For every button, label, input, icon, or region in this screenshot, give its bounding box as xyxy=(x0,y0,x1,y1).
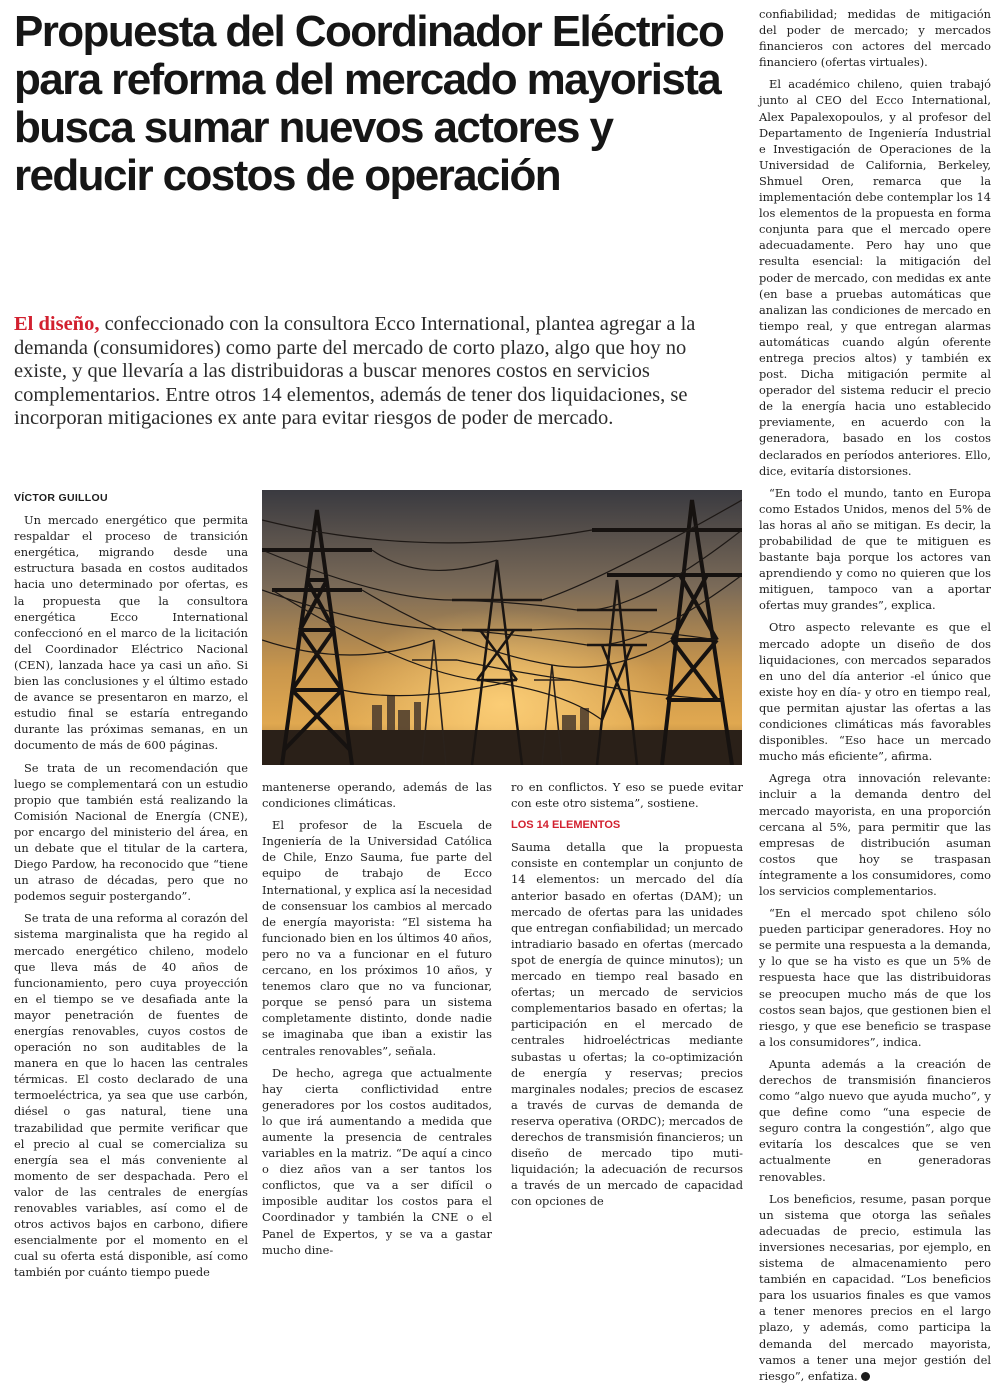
body-paragraph: “En todo el mundo, tanto en Europa como Estados Unidos, menos del 5% de las horas al año se mitigan. Es decir, la probabilidad de que te mitiguen es bastante baja porque los actores van aprendiendo y como no quieren que los mitiguen, tampoco van a aportar ofertas muy grandes”, explica. xyxy=(759,485,991,613)
body-paragraph: “En el mercado spot chileno sólo pueden participar generadores. Hoy no se permite una respuesta a la demanda, y lo que se ha visto es que un 5% de respuesta hace que las distribuidoras se preocupen mucho más de que los costos sean bajos, que gestionen bien el riesgo, y que ese beneficio se traspase a los consumidores”, indica. xyxy=(759,906,991,1049)
lead-text: confeccionado con la consultora Ecco International, plantea agregar a la demanda (consumidores) como parte del mercado de corto plazo, algo que hoy no existe, y que llevaría a las distribuidoras a buscar menores costos en servicios complementarios. Entre otros 14 elementos, además de tener dos liquidaciones, se incorporan mitigaciones ex ante para evitar riesgos de poder de mercado. xyxy=(14,313,696,429)
body-paragraph: El académico chileno, quien trabajó junto al CEO del Ecco International, Alex Papalexopoulos, y al profesor del Departamento de Ingeniería Industrial e Investigación de Operaciones de la Universidad de California, Berkeley, Shmuel Oren, remarca que la implementación debe contemplar los 14 los elementos de la propuesta en forma conjunta para que el mercado opere adecuadamente. Pero hay uno que resulta esencial: la mitigación del poder de mercado, con medidas ex ante (en base a pruebas automáticas que analizan las condiciones de mercado en tiempo real, y que entregan alarmas automáticas cuando algún oferente entrega precios altos) y también ex post. Dicha mitigación permite al operador del sistema reducir el precio de la energía hacia uno establecido previamente, en acuerdo con la generadora, basado en los costos declarados en períodos anteriores. Ello, dice, evitaría distorsiones. xyxy=(759,77,991,478)
body-paragraph: De hecho, agrega que actualmente hay cierta conflictividad entre generadores por los costos auditados, lo que irá aumentando a medida que aumente la presencia de centrales variables en la matriz. “De aquí a cinco o diez años van a ser tantos los conflictos, que va a ser difícil o imposible auditar los costos para el Coordinador y también la CNE o el Panel de Expertos, y se va a gastar mucho dine- xyxy=(262,1065,492,1257)
column-4 xyxy=(759,6,991,1390)
body-paragraph: ro en conflictos. Y eso se puede evitar con este otro sistema”, sostiene. xyxy=(511,780,743,811)
body-paragraph: El profesor de la Escuela de Ingeniería de la Universidad Católica de Chile, Enzo Sauma, fue parte del equipo de trabajo de Ecco International, y explica así la necesidad de consensuar los cambios al mercado de energía mayorista: “El sistema ha funcionado bien en los últimos 40 años, pero no va a funcionar en el futuro cercano, en los próximos 10 años, y tenemos claro que no va funcionar, porque se pensó para un sistema completamente distinto, donde nadie se imaginaba que iban a existir las centrales renovables”, señala. xyxy=(262,818,492,1058)
body-paragraph xyxy=(759,1191,991,1384)
body-paragraph: mantenerse operando, además de las condiciones climáticas. xyxy=(262,780,492,811)
column-2 xyxy=(262,779,492,1264)
body-paragraph: Sauma detalla que la propuesta consiste en contemplar un conjunto de 14 elementos: un mercado del día anterior basado en ofertas (DAM); un mercado de ofertas para las unidades que entregan confiabilidad; un mercado intradiario basado en ofertas (mercado spot de energía de quince minutos); un mercado en tiempo real basado en ofertas; un mercado de servicios complementarios basado en ofertas; la participación en el mercado de centrales hidroeléctricas mediante subastas u ofertas; la co-optimización de energía y reservas; precios marginales nodales; precios de escasez a través de curvas de demanda de reserva operativa (ORDC); mercados de derechos de transmisión financieros; un diseño de mercado tipo muti-liquidación; la adecuación de recursos a través de un mercado de capacidad con opciones de xyxy=(511,840,743,1209)
body-paragraph: Otro aspecto relevante es que el mercado adopte un diseño de dos liquidaciones, con mercados separados en uno del día anterior -el único que existe hoy en día- y otro en tiempo real, que permitan ajustar las ofertas a las condiciones climáticas más favorables disponibles. “Eso hace un mercado mucho más eficiente”, afirma. xyxy=(759,620,991,764)
body-paragraph: confiabilidad; medidas de mitigación del poder de mercado; y mercados financieros con actores del mercado financiero (ofertas virtuales). xyxy=(759,7,991,70)
lead-paragraph xyxy=(14,313,744,431)
headline: Propuesta del Coordinador Eléctrico para reforma del mercado mayorista busca sumar nuevos actores y reducir costos de operación xyxy=(14,7,724,200)
end-mark-icon xyxy=(861,1372,870,1381)
column-1 xyxy=(14,490,248,1287)
closing-text: Los beneficios, resume, pasan porque un sistema que otorga las señales adecuadas de precio, estimula las inversiones necesarias, por ejemplo, en sistema de almacenamiento pero también en capacidad. “Los beneficios para los usuarios finales es que vamos a tener menores precios en el largo plazo, y además, como participa la demanda del mercado mayorista, vamos a tener una mejor gestión del riesgo”, enfatiza. xyxy=(759,1191,991,1383)
body-paragraph: Se trata de una reforma al corazón del sistema marginalista que ha regido al mercado energético chileno, modelo que lleva más de 40 años de funcionamiento, pero cuya proyección en el tiempo se ve desafiada ante la mayor penetración de fuentes de energías renovables, cuyos costos de operación no son auditables de la manera en que lo hacen las centrales térmicas. El costo declarado de una termoeléctrica, ya sea que use carbón, diésel o gas natural, tiene una trazabilidad que permite verificar que el precio al cual se comercializa su energía sea el más conveniente al momento de ser despachada. Pero el valor de las centrales de energías renovables variables, así como el de otros activos bajos en carbono, difiere esencialmente por el momento en el cual su oferta está disponible, así como también por cuánto tiempo puede xyxy=(14,911,248,1280)
body-paragraph: Un mercado energético que permita respaldar el proceso de transición energética, migrando desde una estructura basada en costos auditados hacia uno determinado por ofertas, es la propuesta que la consultora energética Ecco International confeccionó en el marco de la licitación del Coordinador Eléctrico Nacional (CEN), lanzada hace ya casi un año. Si bien las conclusiones y el último estado de avance se presentaron en marzo, el estudio final se estaría entregando durante las próximas semanas, en un documento de más de 600 páginas. xyxy=(14,513,248,753)
body-paragraph: Apunta además a la creación de derechos de transmisión financieros como “algo nuevo que ayuda mucho”, y que define como “una especie de seguro contra la congestión”, algo que evitaría los descalces que se ven actualmente en generadoras renovables. xyxy=(759,1056,991,1184)
byline: VÍCTOR GUILLOU xyxy=(14,492,108,504)
lead-kicker: El diseño, xyxy=(14,313,100,335)
section-subhead: LOS 14 ELEMENTOS xyxy=(511,819,621,832)
power-lines-photo xyxy=(262,490,742,765)
body-paragraph: Agrega otra innovación relevante: incluir a la demanda dentro del mercado mayorista, en una proporción cercana al 5%, para permitir que las empresas de distribución asuman costos que hoy se traspasan íntegramente a los consumidores, como los servicios complementarios. xyxy=(759,771,991,898)
body-paragraph: Se trata de un recomendación que luego se complementará con un estudio propio que también está realizando la Comisión Nacional de Energía (CNE), por encargo del ministerio del área, en un debate que el titular de la cartera, Diego Pardow, ha reconocido que “tiene un atraso de décadas, pero que no podemos seguir postergando”. xyxy=(14,760,248,904)
column-3 xyxy=(511,779,743,1215)
